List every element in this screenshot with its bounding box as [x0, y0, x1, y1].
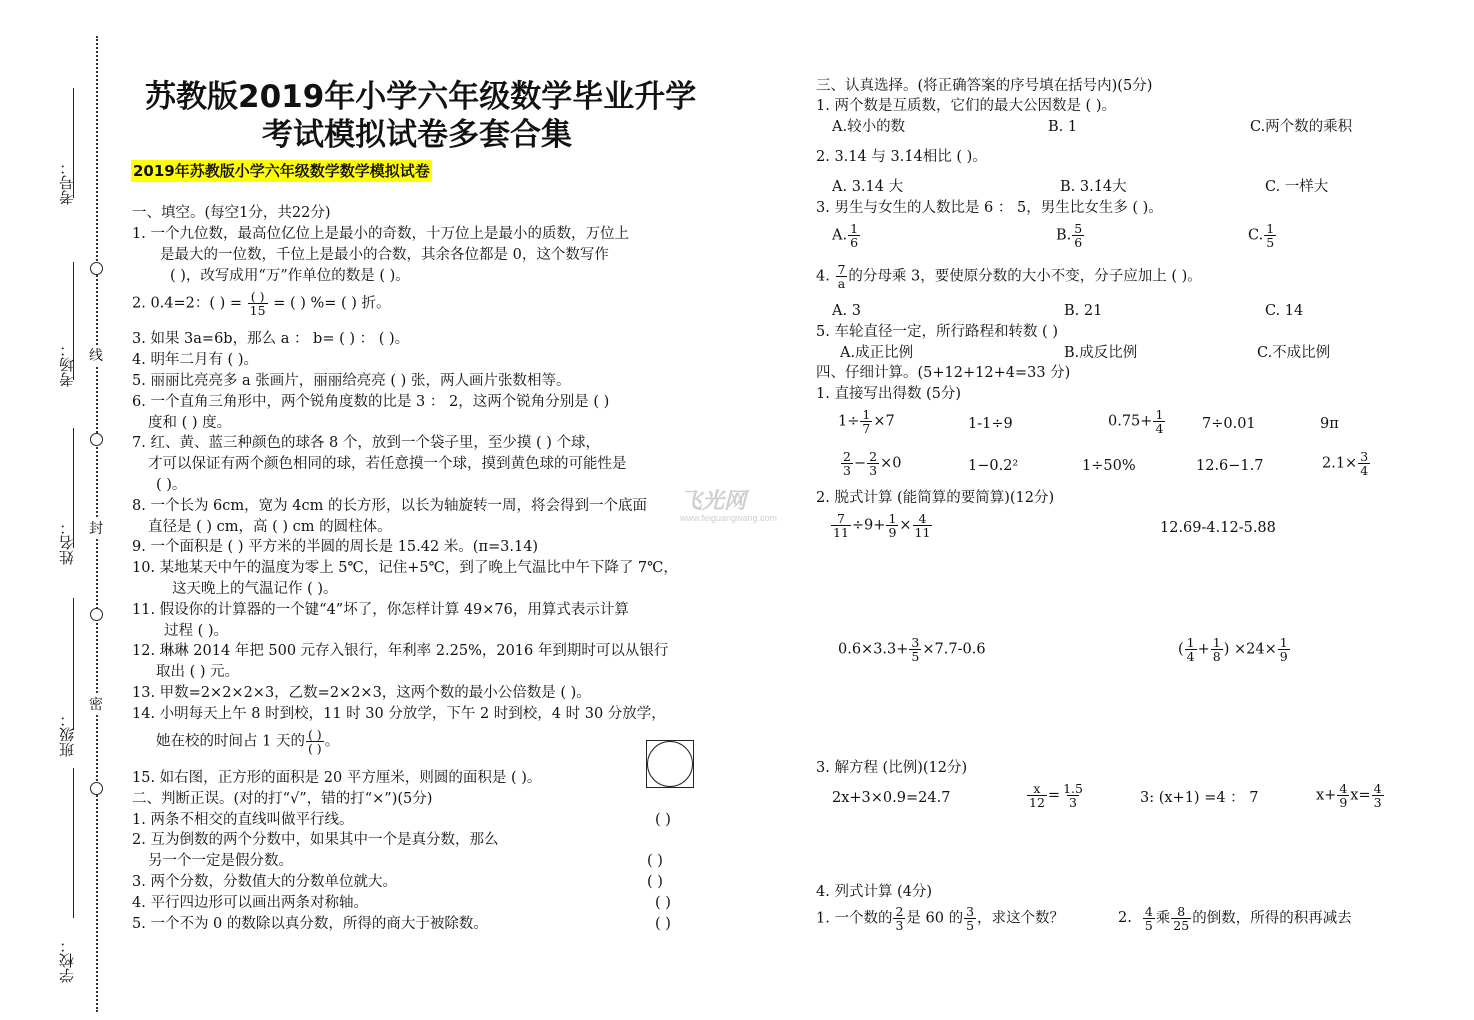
oral-calc-1-b: ×7 — [873, 413, 895, 430]
oral-calc-6-minus: − — [853, 455, 867, 472]
oral-calc-9: 12.6−1.7 — [1196, 458, 1264, 474]
word-problem-1-a: 1. 一个数的 — [816, 910, 893, 927]
step-calc-4-num1: 1 — [1186, 635, 1195, 650]
word-problem-2-c: 的倒数，所得的积再减去 — [1192, 910, 1352, 927]
step-calc-4-open: ( — [1178, 641, 1184, 658]
p1-q14-text: 她在校的时间占 1 天的 — [156, 733, 305, 750]
p3-q2-option-b: B. 3.1̇4̇大 — [1060, 179, 1127, 195]
p1-q6-line1: 6. 一个直角三角形中，两个锐角度数的比是 3 ： 2，这两个锐角分别是 ( ) — [132, 394, 610, 410]
p1-q14-line1: 14. 小明每天上午 8 时到校，11 时 30 分放学，下午 2 时到校，4 时 30 分放学， — [132, 706, 666, 722]
p3-q1: 1. 两个数是互质数，它们的最大公因数是 ( )。 — [816, 98, 1116, 114]
equation-4-num2: 4 — [1373, 781, 1382, 796]
equation-4-den2: 3 — [1373, 795, 1382, 811]
step-calc-3-fraction — [909, 636, 921, 663]
word-problem-1-num2: 3 — [966, 904, 975, 919]
p1-q9: 9. 一个面积是 ( ) 平方米的半圆的周长是 15.42 米。(π=3.14) — [132, 539, 539, 555]
step-calc-4-fraction-3 — [1278, 636, 1290, 663]
step-calc-4-den1: 4 — [1186, 649, 1195, 665]
p1-q7-line1: 7. 红、黄、蓝三种颜色的球各 8 个，放到一个袋子里，至少摸 ( ) 个球， — [132, 435, 601, 451]
p3-q5-option-a: A.成正比例 — [840, 345, 914, 361]
p3-q3-c-den: 5 — [1266, 235, 1275, 251]
binding-hole-2 — [90, 433, 103, 446]
p3-q3: 3. 男生与女生的人数比是 6 ： 5，男生比女生多 ( )。 — [816, 200, 1163, 216]
step-calc-1-fraction-3 — [913, 512, 933, 539]
exam-room-line — [73, 262, 74, 380]
p1-q14-fraction — [306, 728, 324, 755]
equation-2 — [1026, 782, 1086, 809]
p1-q1-line3: ( )，改写成用“万”作单位的数是 ( )。 — [170, 268, 410, 284]
equation-4-b: x= — [1350, 787, 1371, 804]
word-problem-2-a: 2. — [1118, 910, 1132, 927]
part1-heading: 一、填空。(每空1分，共22分) — [132, 205, 331, 221]
step-calc-4-fraction-2 — [1211, 636, 1223, 663]
p2-q2-line1: 2. 互为倒数的两个分数中，如果其中一个是真分数，那么 — [132, 832, 499, 848]
p1-q7-line2: 才可以保证有两个颜色相同的球，若任意摸一个球，摸到黄色球的可能性是 — [148, 456, 627, 472]
p3-q4-num: 7 — [837, 262, 846, 277]
p1-q11-line1: 11. 假设你的计算器的一个键“4”坏了，你怎样计算 49×76，用算式表示计算 — [132, 602, 629, 618]
step-calc-4 — [1178, 636, 1291, 663]
p2-q4: 4. 平行四边形可以画出两条对称轴。 — [132, 895, 368, 911]
p1-q11-line2: 过程 ( )。 — [164, 623, 229, 639]
name-line — [73, 428, 74, 548]
p4-section4-heading: 4. 列式计算 (4分) — [816, 884, 933, 900]
p3-q5-option-b: B.成反比例 — [1064, 345, 1138, 361]
square-with-circle-figure — [646, 740, 694, 788]
step-calc-3-den: 5 — [911, 649, 920, 665]
step-calc-1-den3: 11 — [914, 525, 931, 541]
p3-q1-option-c: C.两个数的乘积 — [1250, 119, 1353, 135]
step-calc-1 — [830, 512, 933, 539]
p1-q10-line2: 这天晚上的气温记作 ( )。 — [172, 581, 338, 597]
equation-2-den1: 12 — [1029, 795, 1045, 811]
p3-q3-option-c — [1248, 222, 1277, 249]
oral-calc-3-fraction — [1153, 408, 1165, 435]
p2-q5-answer: ( ) — [655, 916, 671, 932]
p1-q5: 5. 丽丽比亮亮多 a 张画片，丽丽给亮亮 ( ) 张，两人画片张数相等。 — [132, 373, 571, 389]
school-label: 学校： — [58, 938, 76, 983]
equation-1: 2x+3×0.9=24.7 — [832, 790, 951, 806]
document-title-line1: 苏教版2019年小学六年级数学毕业升学 — [145, 79, 697, 115]
p3-q4-option-a: A. 3 — [832, 303, 861, 319]
step-calc-3-a: 0.6×3.3+ — [838, 641, 909, 658]
p1-q10-line1: 10. 某地某天中午的温度为零上 5℃，记住+5℃，到了晚上气温比中午下降了 7℃， — [132, 560, 678, 576]
p1-q13: 13. 甲数=2×2×2×3，乙数=2×2×3，这两个数的最小公倍数是 ( )。 — [132, 685, 591, 701]
p1-q15: 15. 如右图，正方形的面积是 20 平方厘米，则圆的面积是 ( )。 — [132, 770, 542, 786]
p1-q2-b: = ( ) %= ( ) 折。 — [273, 295, 391, 312]
p3-q2-option-a: A. 3.14̇ 大 — [832, 179, 904, 195]
p3-q1-option-a: A.较小的数 — [832, 119, 906, 135]
p3-q4-fraction — [835, 263, 847, 290]
oral-calc-1-fraction — [860, 408, 872, 435]
oral-calc-6-end: ×0 — [880, 455, 902, 472]
p4-section2-heading: 2. 脱式计算 (能简算的要简算)(12分) — [816, 490, 1055, 506]
equation-2-den2: 3 — [1069, 795, 1077, 811]
p1-q7-line3: ( )。 — [156, 477, 187, 493]
oral-calc-2: 1-1÷9 — [968, 416, 1013, 432]
p1-q2-a: 2. 0.4=2：( ) = — [132, 295, 243, 312]
word-problem-2 — [1118, 905, 1352, 932]
oral-calc-1 — [838, 408, 895, 435]
p2-q3-answer: ( ) — [647, 874, 663, 890]
p3-q3-option-b — [1056, 222, 1085, 249]
p3-q2: 2. 3.14̇ 与 3.1̇4̇相比 ( )。 — [816, 149, 987, 165]
step-calc-2: 12.69-4.12-5.88 — [1160, 520, 1276, 536]
p3-q3-c-num: 1 — [1266, 221, 1275, 236]
word-problem-2-den2: 25 — [1173, 918, 1190, 934]
binding-hole-3 — [90, 608, 103, 621]
oral-calc-10-a: 2.1× — [1322, 455, 1358, 472]
p3-q3-b-fraction — [1072, 222, 1084, 249]
p2-q3: 3. 两个分数，分数值大的分数单位就大。 — [132, 874, 397, 890]
cut-mark-line: 线 — [89, 345, 103, 365]
p3-q4-option-c: C. 14 — [1265, 303, 1304, 319]
p1-q2-fraction — [248, 290, 268, 317]
word-problem-1-den2: 5 — [966, 918, 975, 934]
step-calc-3 — [838, 636, 986, 663]
equation-2-num2: 1.5 — [1063, 781, 1083, 796]
p3-q3-a-fraction — [848, 222, 860, 249]
word-problem-2-num1: 4 — [1144, 904, 1153, 919]
binding-hole-4 — [90, 782, 103, 795]
step-calc-1-fraction-2 — [886, 512, 898, 539]
p3-q3-c-label: C. — [1248, 227, 1264, 244]
word-problem-1-num1: 2 — [895, 904, 904, 919]
oral-calc-10 — [1322, 450, 1371, 477]
step-calc-4-mid: ) ×24× — [1223, 641, 1277, 658]
p3-q3-a-label: A. — [832, 227, 848, 244]
word-problem-1 — [816, 905, 1064, 932]
oral-calc-3-a: 0.75+ — [1108, 413, 1153, 430]
oral-calc-6-fraction-1 — [841, 450, 853, 477]
cut-mark-seal: 封 — [89, 518, 103, 538]
p3-q3-option-a — [832, 222, 861, 249]
p1-q6-line2: 度和 ( ) 度。 — [148, 415, 232, 431]
exam-number-line — [73, 88, 74, 198]
step-calc-1-op1: ÷9+ — [851, 517, 886, 534]
word-problem-1-b: 是 60 的 — [906, 910, 964, 927]
oral-calc-6-num1: 2 — [843, 449, 851, 464]
p1-q14-num: ( ) — [307, 727, 322, 742]
p1-q12-line2: 取出 ( ) 元。 — [156, 664, 240, 680]
p2-q5: 5. 一个不为 0 的数除以真分数，所得的商大于被除数。 — [132, 916, 488, 932]
p3-q5: 5. 车轮直径一定，所行路程和转数 ( ) — [816, 324, 1058, 340]
oral-calc-3-den: 4 — [1155, 421, 1164, 437]
word-problem-1-fraction-1 — [893, 905, 905, 932]
oral-calc-6-fraction-2 — [867, 450, 879, 477]
binding-hole-1 — [90, 262, 103, 275]
step-calc-1-den1: 11 — [833, 525, 849, 541]
oral-calc-10-num: 3 — [1360, 449, 1369, 464]
p1-q1-line1: 1. 一个九位数，最高位亿位上是最小的奇数，十万位上是最小的质数，万位上 — [132, 226, 629, 242]
word-problem-2-num2: 8 — [1177, 904, 1186, 919]
p4-section3-heading: 3. 解方程 (比例)(12分) — [816, 760, 968, 776]
equation-2-num1: x — [1033, 781, 1041, 796]
oral-calc-5: 9π — [1320, 416, 1339, 432]
step-calc-1-num2: 1 — [888, 511, 897, 526]
p3-q5-option-c: C.不成比例 — [1257, 345, 1331, 361]
oral-calc-7: 1−0.2² — [968, 458, 1019, 474]
p1-q8-line1: 8. 一个长为 6cm，宽为 4cm 的长方形，以长为轴旋转一周，将会得到一个底面 — [132, 498, 647, 514]
word-problem-1-fraction-2 — [964, 905, 976, 932]
p1-q1-line2: 是最大的一位数，千位上是最小的合数，其余各位都是 0，这个数写作 — [160, 247, 609, 263]
oral-calc-6 — [840, 450, 901, 477]
p3-q4-text: 的分母乘 3，要使原分数的大小不变，分子应加上 ( )。 — [848, 268, 1202, 285]
name-label: 姓名： — [58, 520, 76, 565]
p3-q3-a-num: 1 — [850, 221, 859, 236]
step-calc-1-op2: × — [899, 517, 912, 534]
equation-4-a: x+ — [1316, 787, 1337, 804]
equation-2-fraction-1 — [1027, 782, 1047, 809]
oral-calc-6-den1: 3 — [843, 463, 851, 479]
exam-room-label: 考场： — [58, 342, 76, 387]
step-calc-3-num: 3 — [911, 635, 920, 650]
oral-calc-3 — [1108, 408, 1166, 435]
part2-heading: 二、判断正误。(对的打“√”，错的打“×”)(5分) — [132, 791, 433, 807]
inscribed-circle — [647, 741, 693, 787]
p1-q14-den: ( ) — [307, 741, 322, 757]
equation-4 — [1316, 782, 1385, 809]
watermark-brand: 飞光网 — [680, 488, 747, 513]
p2-q2-answer: ( ) — [647, 853, 663, 869]
p3-q2-option-c: C. 一样大 — [1265, 179, 1329, 195]
equation-2-eq: = — [1047, 787, 1061, 804]
p1-q2-num: ( ) — [250, 289, 265, 304]
p1-q14-end: 。 — [324, 733, 340, 750]
p3-q3-a-den: 6 — [850, 235, 859, 251]
p3-q4-option-b: B. 21 — [1064, 303, 1103, 319]
step-calc-3-b: ×7.7-0.6 — [922, 641, 986, 658]
exam-number-label: 考号： — [58, 160, 76, 205]
step-calc-1-den2: 9 — [888, 525, 897, 541]
cut-mark-secret: 密 — [89, 694, 103, 714]
oral-calc-8: 1÷50% — [1082, 458, 1136, 474]
part4-heading: 四、仔细计算。(5+12+12+4=33 分) — [816, 365, 1071, 381]
p3-q4 — [816, 263, 1202, 290]
equation-2-fraction-2 — [1061, 782, 1085, 809]
document-title-line2: 考试模拟试卷多套合集 — [262, 117, 572, 153]
p1-q2 — [132, 290, 391, 317]
part3-heading: 三、认真选择。(将正确答案的序号填在括号内)(5分) — [816, 78, 1153, 94]
word-problem-2-den1: 5 — [1144, 918, 1153, 934]
p1-q12-line1: 12. 琳琳 2014 年把 500 元存入银行，年利率 2.25%，2016 年到期时可以从银行 — [132, 643, 669, 659]
oral-calc-4: 7÷0.01 — [1202, 416, 1256, 432]
oral-calc-6-num2: 2 — [869, 449, 878, 464]
step-calc-1-num3: 4 — [918, 511, 927, 526]
p3-q3-c-fraction — [1264, 222, 1276, 249]
step-calc-4-fraction-1 — [1185, 636, 1197, 663]
oral-calc-6-den2: 3 — [869, 463, 878, 479]
equation-4-den1: 9 — [1339, 795, 1348, 811]
oral-calc-3-num: 1 — [1155, 407, 1164, 422]
p1-q2-den: 15 — [249, 303, 266, 319]
p1-q8-line2: 直径是 ( ) cm，高 ( ) cm 的圆柱体。 — [148, 519, 392, 535]
p1-q3: 3. 如果 3a=6b，那么 a ： b= ( ) ： ( )。 — [132, 331, 410, 347]
step-calc-1-fraction-1 — [831, 512, 851, 539]
watermark — [680, 484, 777, 523]
step-calc-4-den2: 8 — [1212, 649, 1221, 665]
oral-calc-1-a: 1÷ — [838, 413, 860, 430]
school-line — [73, 768, 74, 918]
equation-3: 3: (x+1) =4 ： 7 — [1140, 790, 1259, 806]
word-problem-1-c: ，求这个数？ — [977, 910, 1065, 927]
step-calc-4-den3: 9 — [1279, 649, 1288, 665]
word-problem-2-fraction-2 — [1171, 905, 1191, 932]
step-calc-4-num3: 1 — [1279, 635, 1288, 650]
p2-q2-line2: 另一个一定是假分数。 — [148, 853, 293, 869]
step-calc-4-num2: 1 — [1212, 635, 1221, 650]
p2-q1-answer: ( ) — [655, 812, 671, 828]
p3-q4-den: a — [837, 276, 846, 292]
p2-q4-answer: ( ) — [655, 895, 671, 911]
p3-q4-number: 4. — [816, 268, 830, 285]
p2-q1: 1. 两条不相交的直线叫做平行线。 — [132, 812, 354, 828]
word-problem-2-b: 乘 — [1155, 910, 1171, 927]
watermark-url: www.feiguangwang.com — [680, 513, 778, 523]
class-line — [73, 598, 74, 730]
class-label: 班级： — [58, 712, 76, 757]
document-subtitle: 2019年苏教版小学六年级数学数学模拟试卷 — [133, 162, 430, 180]
p3-q3-b-num: 5 — [1074, 221, 1083, 236]
p3-q3-b-label: B. — [1056, 227, 1072, 244]
p3-q1-option-b: B. 1 — [1048, 119, 1078, 135]
p4-section1-heading: 1. 直接写出得数 (5分) — [816, 386, 962, 402]
oral-calc-10-fraction — [1358, 450, 1370, 477]
oral-calc-10-den: 4 — [1360, 463, 1369, 479]
step-calc-4-plus: + — [1197, 641, 1210, 658]
equation-4-fraction-2 — [1372, 782, 1384, 809]
equation-4-num1: 4 — [1339, 781, 1348, 796]
p1-q14-line2 — [156, 728, 339, 755]
step-calc-1-num1: 7 — [836, 511, 845, 526]
word-problem-1-den1: 3 — [895, 918, 904, 934]
equation-4-fraction-1 — [1337, 782, 1349, 809]
p3-q3-b-den: 6 — [1074, 235, 1083, 251]
oral-calc-1-num: 1 — [862, 407, 871, 422]
oral-calc-1-den: 7 — [862, 421, 871, 437]
word-problem-2-fraction-1 — [1143, 905, 1155, 932]
p1-q4: 4. 明年二月有 ( )。 — [132, 352, 258, 368]
